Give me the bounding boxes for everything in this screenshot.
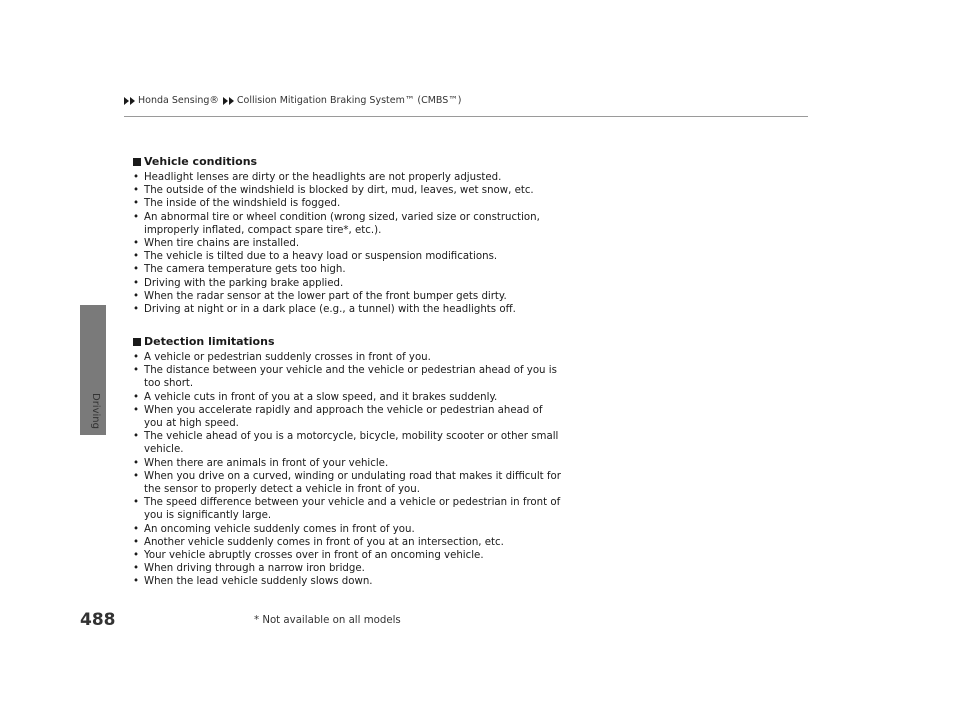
list-item: • When there are animals in front of your vehicle. bbox=[133, 457, 563, 470]
list-item: • Another vehicle suddenly comes in front of you at an intersection, etc. bbox=[133, 536, 563, 549]
arrow-icon bbox=[223, 97, 228, 105]
breadcrumb bbox=[124, 95, 462, 106]
arrow-icon bbox=[130, 97, 135, 105]
page-number: 488 bbox=[80, 610, 116, 630]
list-item: • Driving at night or in a dark place (e.g., a tunnel) with the headlights off. bbox=[133, 303, 563, 316]
list-item: • Headlight lenses are dirty or the headlights are not properly adjusted. bbox=[133, 171, 563, 184]
breadcrumb-item-cmbs[interactable]: Collision Mitigation Braking System™ (CMBS™) bbox=[236, 95, 462, 106]
list-item: • The speed difference between your vehicle and a vehicle or pedestrian in front of you is significantly large. bbox=[133, 496, 563, 522]
section-heading bbox=[133, 155, 563, 168]
list-item: • The vehicle is tilted due to a heavy load or suspension modifications. bbox=[133, 250, 563, 263]
list-item: • When tire chains are installed. bbox=[133, 237, 563, 250]
vehicle-conditions-heading: Vehicle conditions bbox=[144, 155, 258, 168]
list-item: • When you accelerate rapidly and approach the vehicle or pedestrian ahead of you at high speed. bbox=[133, 404, 563, 430]
vehicle-conditions-section bbox=[133, 155, 563, 316]
arrow-icon bbox=[229, 97, 234, 105]
list-item: • The distance between your vehicle and the vehicle or pedestrian ahead of you is too short. bbox=[133, 364, 563, 390]
list-item: • The vehicle ahead of you is a motorcycle, bicycle, mobility scooter or other small vehicle. bbox=[133, 430, 563, 456]
list-item: • Your vehicle abruptly crosses over in front of an oncoming vehicle. bbox=[133, 549, 563, 562]
list-item: • An abnormal tire or wheel condition (wrong sized, varied size or construction, improperly inflated, compact spare tire*, etc.). bbox=[133, 211, 563, 237]
vehicle-conditions-list bbox=[133, 171, 563, 316]
section-heading bbox=[133, 335, 563, 348]
square-bullet-icon bbox=[133, 158, 141, 166]
chapter-tab-label: Driving bbox=[90, 393, 101, 429]
list-item: • A vehicle cuts in front of you at a slow speed, and it brakes suddenly. bbox=[133, 391, 563, 404]
list-item: • When the radar sensor at the lower part of the front bumper gets dirty. bbox=[133, 290, 563, 303]
arrow-icon bbox=[124, 97, 129, 105]
footnote: * Not available on all models bbox=[254, 615, 401, 626]
list-item: • The inside of the windshield is fogged. bbox=[133, 197, 563, 210]
list-item: • When driving through a narrow iron bridge. bbox=[133, 562, 563, 575]
list-item: • When you drive on a curved, winding or undulating road that makes it difficult for the sensor to properly detect a vehicle in front of you. bbox=[133, 470, 563, 496]
breadcrumb-item-honda-sensing[interactable]: Honda Sensing® bbox=[138, 95, 219, 106]
header-divider bbox=[124, 116, 808, 117]
detection-limitations-heading: Detection limitations bbox=[144, 335, 275, 348]
detection-limitations-list bbox=[133, 351, 563, 589]
square-bullet-icon bbox=[133, 338, 141, 346]
list-item: • Driving with the parking brake applied. bbox=[133, 277, 563, 290]
detection-limitations-section bbox=[133, 335, 563, 589]
list-item: • An oncoming vehicle suddenly comes in front of you. bbox=[133, 523, 563, 536]
list-item: • The outside of the windshield is blocked by dirt, mud, leaves, wet snow, etc. bbox=[133, 184, 563, 197]
list-item: • A vehicle or pedestrian suddenly crosses in front of you. bbox=[133, 351, 563, 364]
list-item: • The camera temperature gets too high. bbox=[133, 263, 563, 276]
list-item: • When the lead vehicle suddenly slows down. bbox=[133, 575, 563, 588]
